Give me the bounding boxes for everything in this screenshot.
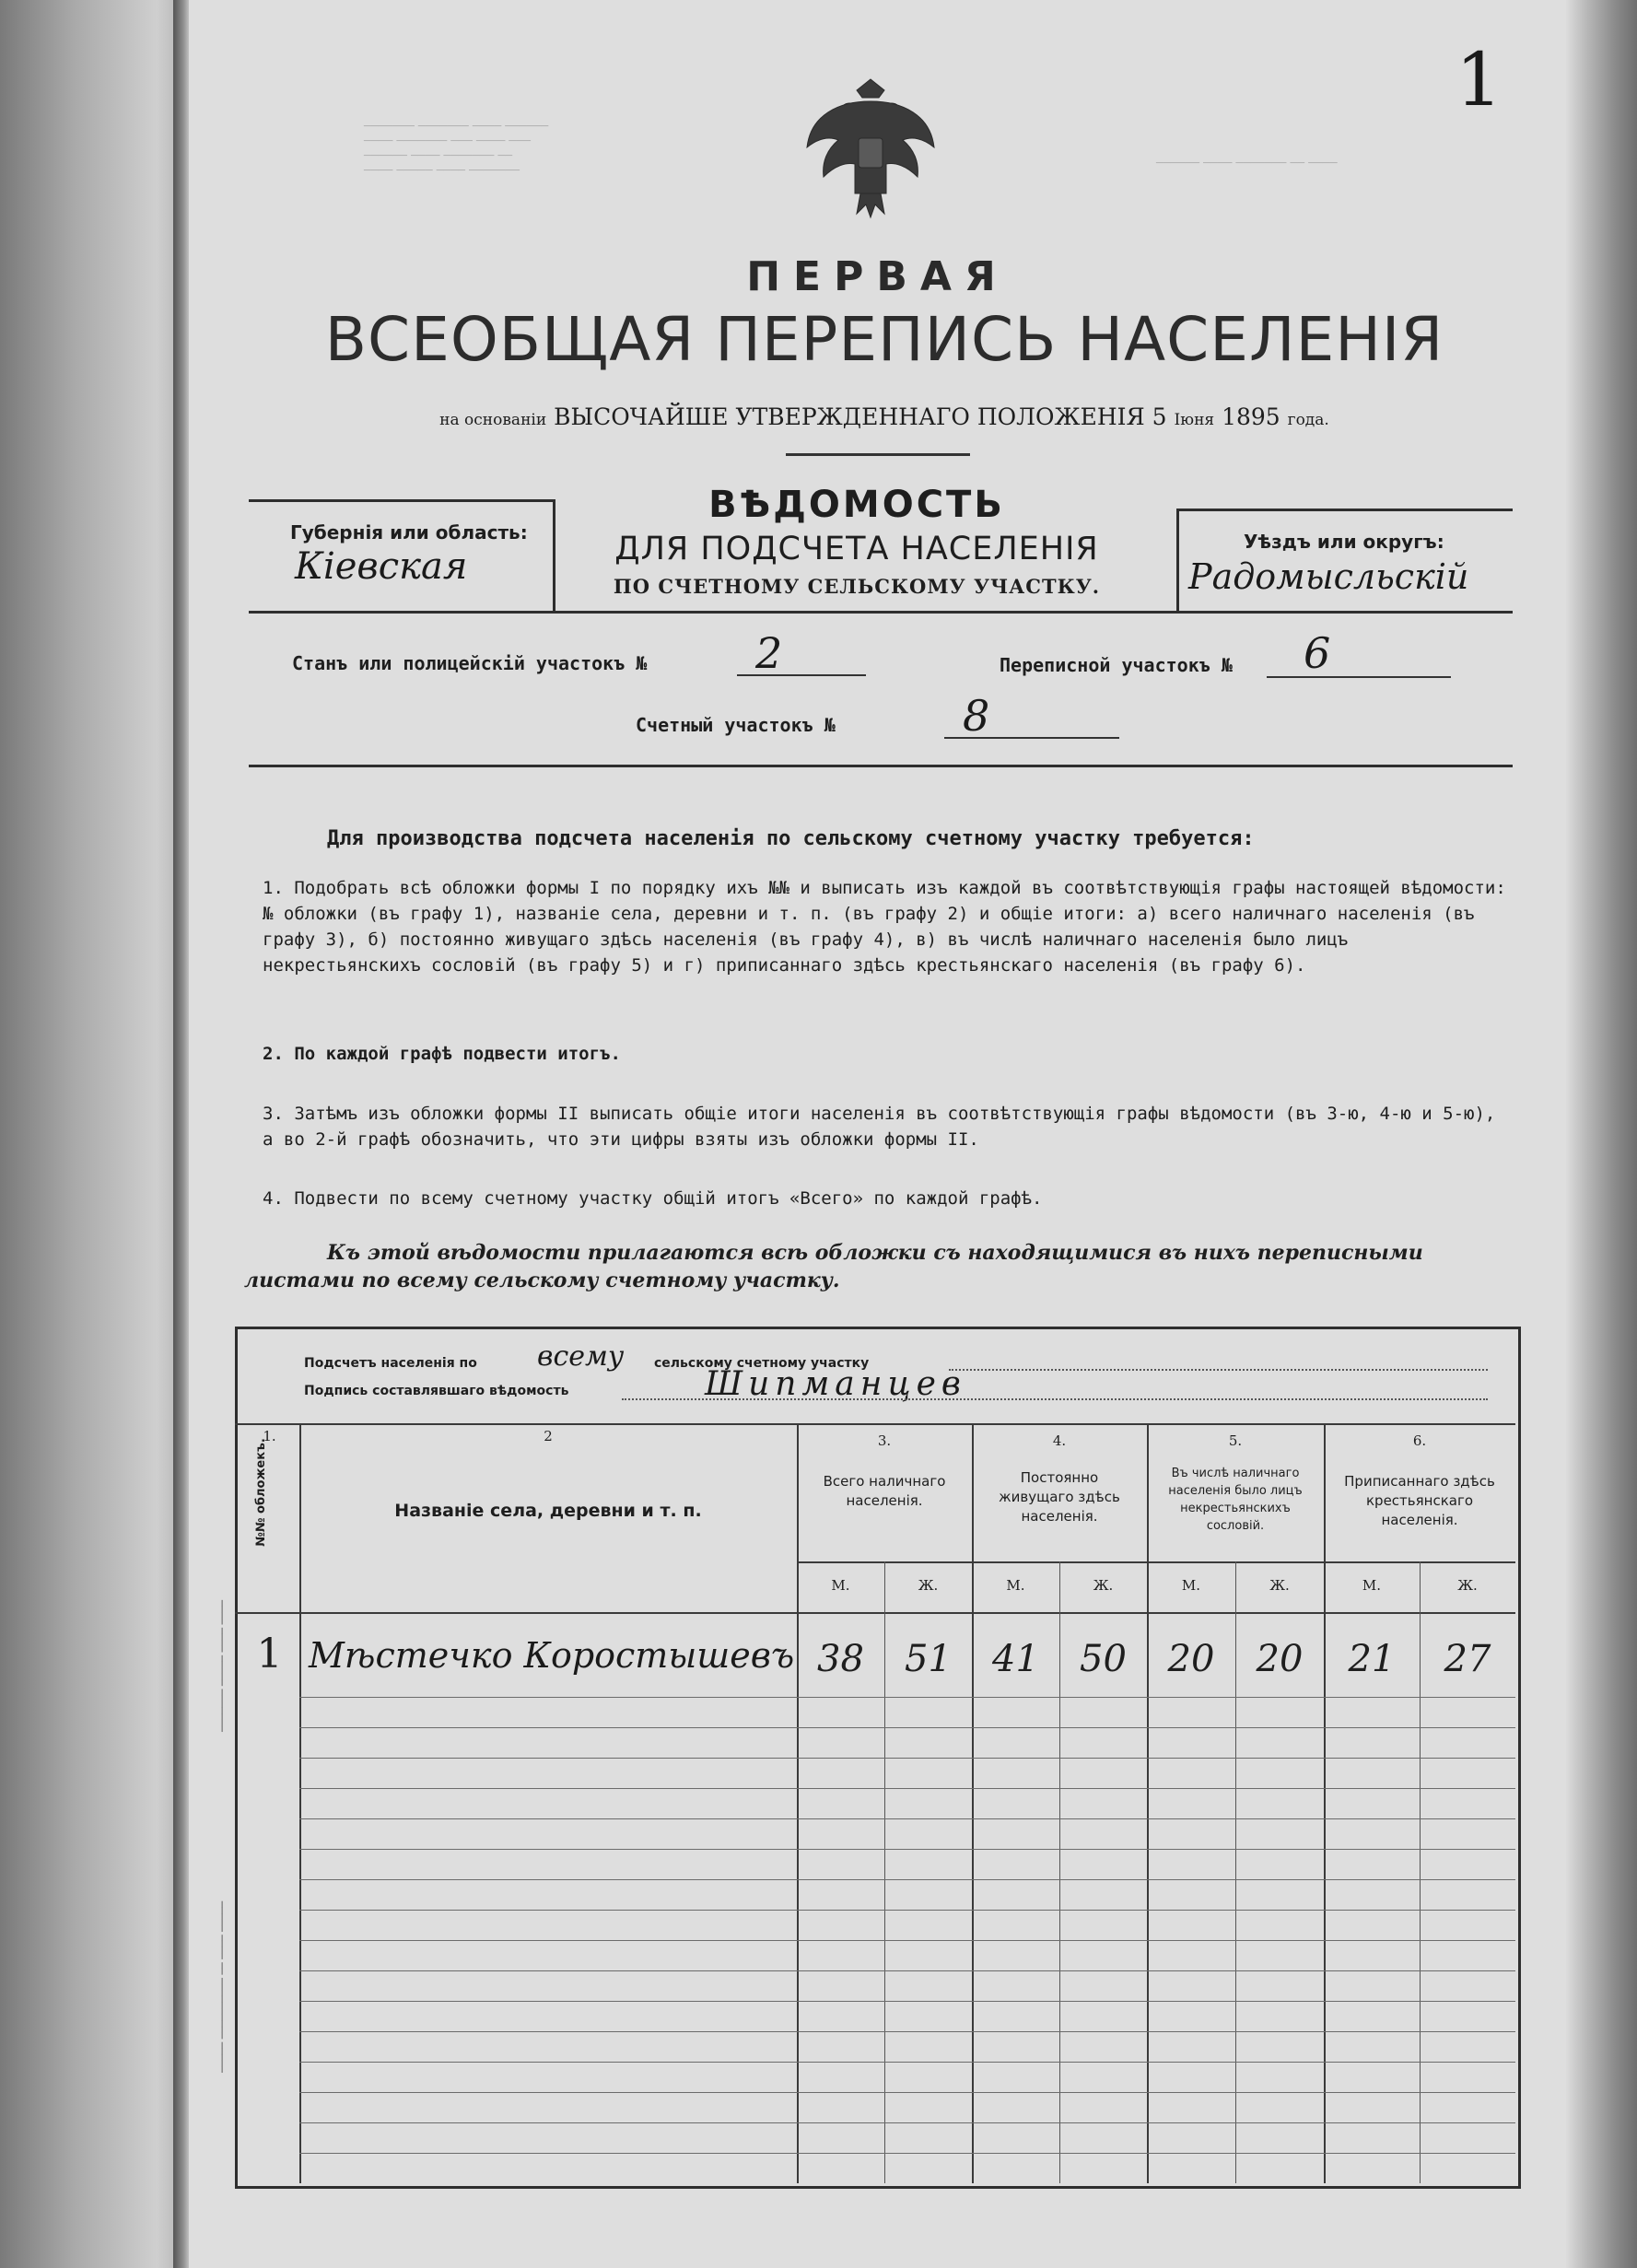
table-row-line bbox=[299, 1970, 1515, 1971]
title-main: ВСЕОБЩАЯ ПЕРЕПИСЬ НАСЕЛЕНІЯ bbox=[324, 304, 1444, 375]
signature-value: Шипманцев bbox=[705, 1365, 966, 1403]
counted-dots bbox=[949, 1369, 1488, 1371]
instructions-heading: Для производства подсчета населенія по сельскому счетному участку требуется: bbox=[327, 827, 1255, 850]
counted-label: Подсчетъ населенія по bbox=[304, 1356, 477, 1371]
sheet-number: 1 bbox=[1456, 37, 1503, 123]
table-row-line bbox=[299, 1788, 1515, 1789]
instructions-footer: Къ этой вѣдомости прилагаются всѣ обложки съ находящимися въ нихъ переписными листами по всему сельскому счетному участку. bbox=[244, 1241, 1423, 1292]
table-row-line bbox=[299, 1818, 1515, 1819]
table-subheader-line bbox=[797, 1561, 1515, 1563]
table-row-line bbox=[299, 1849, 1515, 1850]
form-title: ВѢДОМОСТЬ bbox=[708, 484, 1005, 526]
stan-value: 2 bbox=[755, 628, 783, 678]
table-row-line bbox=[299, 2031, 1515, 2032]
schetny-value: 8 bbox=[963, 691, 990, 741]
col6-header: Приписаннаго здѣсь крестьянскаго населенія. bbox=[1344, 1473, 1495, 1528]
col-divider bbox=[1324, 1423, 1326, 2183]
form-subtitle: ДЛЯ ПОДСЧЕТА НАСЕЛЕНІЯ bbox=[614, 531, 1099, 567]
row1-v4z: 50 bbox=[1080, 1638, 1127, 1680]
title-basis bbox=[244, 403, 1525, 430]
col-number-1: 1. bbox=[263, 1428, 276, 1444]
stan-label: Станъ или полицейскій участокъ № bbox=[292, 652, 648, 674]
form-subtitle2: ПО СЧЕТНОМУ СЕЛЬСКОМУ УЧАСТКУ. bbox=[613, 575, 1101, 598]
row1-v3z: 51 bbox=[905, 1638, 952, 1680]
table-row-line bbox=[299, 2153, 1515, 2154]
header-box-right-divider bbox=[1176, 509, 1179, 612]
gubernia-label: Губернія или область: bbox=[290, 521, 528, 544]
table-row-line bbox=[299, 1940, 1515, 1941]
basis-year: 1895 bbox=[1222, 403, 1280, 430]
col-number-4: 4. bbox=[1052, 1432, 1067, 1449]
imperial-eagle-emblem bbox=[801, 74, 940, 221]
row1-v4m: 41 bbox=[992, 1638, 1039, 1680]
col5-header: Въ числѣ наличнаго населенія было лицъ некрестьянскихъ сословій. bbox=[1168, 1467, 1303, 1533]
sub-m-5: М. bbox=[1181, 1577, 1201, 1594]
sub-zh-6: Ж. bbox=[1457, 1577, 1478, 1594]
sub-m-3: М. bbox=[831, 1577, 850, 1594]
col-divider bbox=[972, 1423, 974, 2183]
col-number-2: 2 bbox=[544, 1428, 553, 1444]
row1-number: 1 bbox=[256, 1631, 283, 1678]
schetny-label: Счетный участокъ № bbox=[636, 714, 836, 736]
basis-suffix: года. bbox=[1287, 411, 1329, 429]
table-row-line bbox=[299, 1879, 1515, 1880]
signature-dots bbox=[622, 1398, 1488, 1400]
row1-name: Мѣстечко Коростышевъ bbox=[309, 1635, 795, 1676]
row1-v3m: 38 bbox=[817, 1638, 864, 1680]
perepis-label: Переписной участокъ № bbox=[1000, 654, 1233, 676]
table-row-line bbox=[299, 1697, 1515, 1698]
table-row-line bbox=[299, 1910, 1515, 1911]
row1-v6z: 27 bbox=[1444, 1638, 1491, 1680]
basis-month: Іюня bbox=[1174, 411, 1215, 429]
spine-shadow bbox=[173, 0, 190, 2268]
section-divider bbox=[249, 765, 1513, 767]
counted-suffix: сельскому счетному участку bbox=[654, 1356, 870, 1371]
instruction-item-1: 1. Подобрать всѣ обложки формы I по порядку ихъ №№ и выписать изъ каждой въ соотвѣтствующія графы настоящей вѣдомости: № обложки (въ графу 1), названіе села, деревни и т. п. (въ графу 2) и общіе итоги: а) всего наличнаго населенія (въ графу 3), б) постоянно живущаго здѣсь населенія (въ графу 4), в) въ числѣ наличнаго населенія было лицъ некрестьянскихъ сословій (въ графу 5) и г) приписаннаго здѣсь крестьянскаго населенія (въ графу 6). bbox=[263, 878, 1506, 976]
perepis-value: 6 bbox=[1304, 628, 1331, 678]
row1-v6m: 21 bbox=[1348, 1638, 1396, 1680]
row1-v5m: 20 bbox=[1167, 1638, 1215, 1680]
census-form-page bbox=[189, 0, 1566, 2268]
col4-header: Постоянно живущаго здѣсь населенія. bbox=[999, 1469, 1120, 1525]
col2-header: Названіе села, деревни и т. п. bbox=[394, 1501, 702, 1521]
page-edge bbox=[1566, 0, 1637, 2268]
bleed-through-text: ─────── ─────── ──── ────── ──── ─────── ─── ──── ─── ────── ──── ─────── ── ──── ───── ──── ─────── bbox=[364, 120, 549, 178]
printer-imprint: ───── ────────── ── ──── ───── bbox=[216, 1900, 228, 2073]
printer-imprint: ─────── ───── ──── ──── bbox=[216, 1600, 228, 1732]
col-number-5: 5. bbox=[1228, 1432, 1243, 1449]
counted-value: всему bbox=[537, 1340, 625, 1373]
header-box-left-divider bbox=[553, 499, 555, 612]
table-row-line bbox=[299, 1758, 1515, 1759]
basis-prefix: на основаніи bbox=[439, 411, 547, 429]
instruction-item-3: 3. Затѣмъ изъ обложки формы II выписать общіе итоги населенія въ соотвѣтствующія графы вѣдомости (въ 3-ю, 4-ю и 5-ю), а во 2-й графѣ обозначить, что эти цифры взяты изъ обложки формы II. bbox=[263, 1104, 1496, 1150]
col-number-3: 3. bbox=[877, 1432, 892, 1449]
perepis-underline bbox=[1267, 676, 1451, 678]
header-box-top-left bbox=[249, 499, 553, 502]
header-box-top-right bbox=[1176, 509, 1513, 511]
sub-m-6: М. bbox=[1362, 1577, 1382, 1594]
table-row-line bbox=[299, 2092, 1515, 2093]
uezd-value: Радомысльскій bbox=[1188, 556, 1469, 597]
row1-v5z: 20 bbox=[1256, 1638, 1304, 1680]
signature-label: Подпись составлявшаго вѣдомость bbox=[304, 1384, 569, 1398]
title-divider bbox=[786, 453, 970, 456]
col-divider bbox=[299, 1423, 301, 2183]
sub-m-4: М. bbox=[1006, 1577, 1025, 1594]
col-number-6: 6. bbox=[1412, 1432, 1427, 1449]
col1-header: №№ обложекъ. bbox=[254, 1438, 268, 1547]
col3-header: Всего наличнаго населенія. bbox=[823, 1473, 946, 1509]
header-box-bottom bbox=[249, 611, 1513, 614]
sub-zh-3: Ж. bbox=[918, 1577, 939, 1594]
col-divider bbox=[797, 1423, 799, 2183]
table-row-line bbox=[299, 2001, 1515, 2002]
title-first: ПЕРВАЯ bbox=[746, 253, 1009, 300]
sub-zh-4: Ж. bbox=[1093, 1577, 1114, 1594]
gubernia-value: Кіевская bbox=[295, 545, 468, 588]
table-row-line bbox=[299, 2062, 1515, 2063]
sub-zh-5: Ж. bbox=[1269, 1577, 1290, 1594]
book-binding bbox=[0, 0, 184, 2268]
bleed-through-text: ────── ──── ─────── ── ──── bbox=[1156, 157, 1338, 170]
col-divider bbox=[1147, 1423, 1149, 2183]
instruction-item-2: 2. По каждой графѣ подвести итогъ. bbox=[263, 1044, 621, 1064]
instruction-item-4: 4. Подвести по всему счетному участку общій итогъ «Всего» по каждой графѣ. bbox=[263, 1188, 1043, 1209]
table-row-line bbox=[299, 1727, 1515, 1728]
basis-main: ВЫСОЧАЙШЕ УТВЕРЖДЕННАГО ПОЛОЖЕНІЯ 5 bbox=[554, 403, 1167, 430]
uezd-label: Уѣздъ или округъ: bbox=[1244, 531, 1444, 553]
table-row-line bbox=[299, 2122, 1515, 2123]
